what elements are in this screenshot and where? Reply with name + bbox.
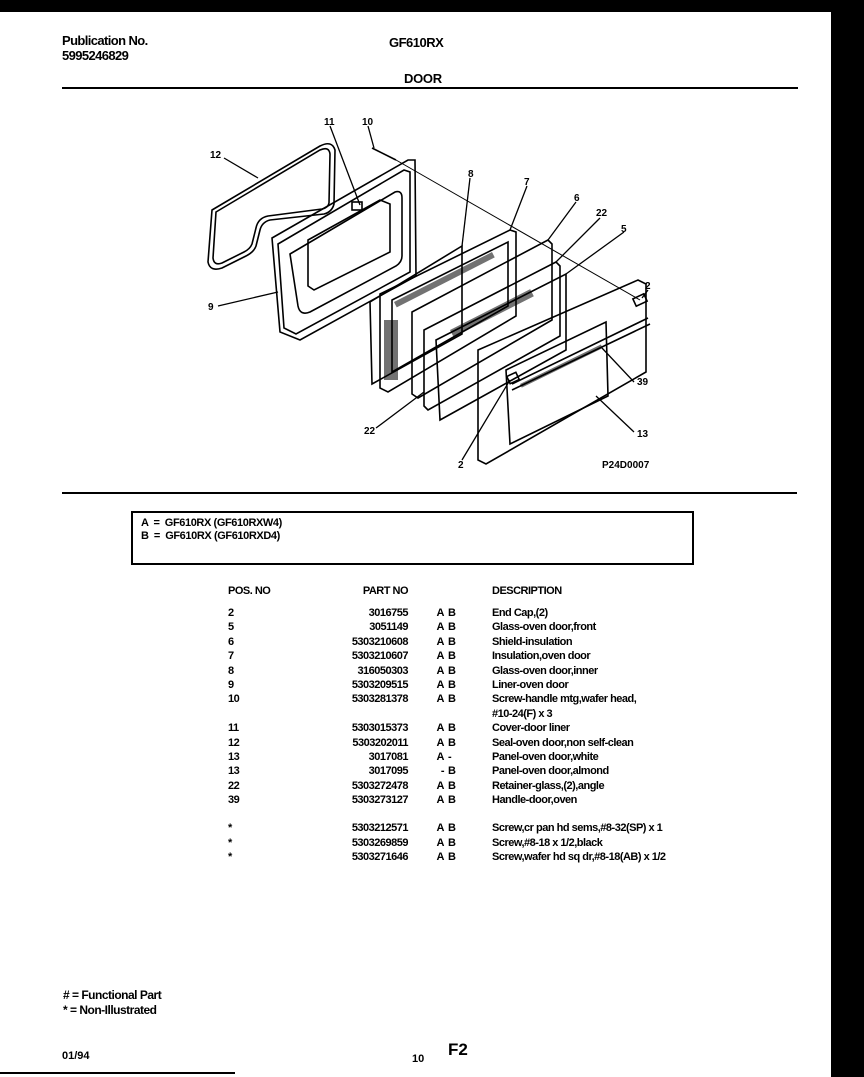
model-b-cell: B [448,693,456,706]
model-b-cell: B [448,607,456,619]
model-b-cell: B [448,722,456,735]
part-cell: 5303015373 [351,722,408,735]
table-spacer [228,807,708,821]
pos-cell: 6 [228,635,234,648]
publication-number: 5995246829 [62,48,129,63]
note-non-illustrated: * = Non-Illustrated [63,1003,157,1017]
part-cell: 5303202011 [352,736,408,749]
model-b-cell: B [448,822,456,835]
scan-border-top [0,0,864,12]
header-rule [62,87,798,89]
header-desc: DESCRIPTION [492,585,562,597]
table-row [228,850,708,864]
desc-cell: Panel-oven door,white [492,750,599,763]
model-a-cell: A [436,750,444,763]
desc-cell: Panel-oven door,almond [492,765,609,778]
table-row [228,692,708,706]
pos-cell: 39 [228,794,240,807]
model-b-cell: B [448,779,456,792]
pos-cell: 13 [228,750,240,763]
model-a-cell: A [436,736,444,749]
callout-39: 39 [637,377,649,388]
model-a-cell: A [436,836,444,849]
model-b-cell: B [448,765,456,778]
table-row [228,750,708,764]
part-cell: 3017095 [368,765,408,778]
callout-2-right: 2 [645,281,651,292]
table-row [228,649,708,663]
table-row [228,606,708,620]
model-a-cell: A [436,635,444,648]
callout-2-bottom: 2 [458,460,464,471]
model-number: GF610RX [389,35,444,50]
part-cell: 5303210607 [351,650,408,663]
table-row [228,620,708,634]
model-b-cell: - [448,750,452,763]
footer-section-code: F2 [448,1040,468,1059]
scan-border-right [831,0,864,1077]
pos-cell: 11 [228,722,239,735]
part-cell: 5303212571 [351,822,408,835]
part-cell: 316050303 [357,664,408,677]
part-cell: 5303210608 [351,635,408,648]
pos-cell: * [228,822,232,835]
footer-page-number: 10 [412,1053,425,1065]
header-part: PART NO [362,585,408,597]
model-b-cell: B [448,736,456,749]
desc-cell: Screw,#8-18 x 1/2,black [492,836,603,849]
header-pos: POS. NO [228,585,271,597]
callout-22-bottom: 22 [364,426,376,437]
seal-gasket [208,144,335,269]
pos-cell: * [228,851,232,864]
table-header [228,584,708,606]
model-a-cell: A [436,851,444,864]
callout-8: 8 [468,169,474,180]
part-cell: 5303272478 [351,779,408,792]
model-a-cell: A [436,650,444,663]
exploded-door-diagram [180,110,680,480]
model-b-cell: B [448,851,456,864]
desc-cell: Seal-oven door,non self-clean [492,736,634,749]
model-a-cell: A [436,779,444,792]
pos-cell: 7 [228,650,234,663]
diagram-rule [62,492,797,494]
footer-date: 01/94 [62,1050,90,1062]
footer-rule [0,1072,235,1074]
pos-cell: 8 [228,664,234,677]
part-cell: 5303273127 [351,794,408,807]
legend-line-b: B = GF610RX (GF610RXD4) [141,530,280,542]
desc-cell: Retainer-glass,(2),angle [492,779,605,792]
table-row [228,836,708,850]
section-title: DOOR [404,71,442,86]
desc-cell: Screw,cr pan hd sems,#8-32(SP) x 1 [492,822,663,835]
callout-6: 6 [574,193,580,204]
model-b-cell: B [448,635,456,648]
table-row [228,678,708,692]
pos-cell: 5 [228,621,234,634]
callout-5: 5 [621,224,627,235]
model-a-cell: A [436,607,444,619]
callout-11: 11 [324,117,335,128]
part-cell: 3017081 [368,750,408,763]
table-row [228,779,708,793]
publication-label: Publication No. [62,33,148,48]
callout-13: 13 [637,429,649,440]
model-b-cell: B [448,621,456,634]
pos-cell: 12 [228,736,240,749]
part-cell: 3051149 [369,621,408,634]
model-a-cell: A [436,794,444,807]
desc-cell: End Cap,(2) [492,607,548,619]
model-b-cell: B [448,650,456,663]
table-row [228,635,708,649]
part-cell: 5303209515 [351,678,408,691]
table-row [228,721,708,735]
model-b-cell: B [448,836,456,849]
part-cell: 5303281378 [351,693,408,706]
model-a-cell: A [436,693,444,706]
desc-cell: Screw,wafer hd sq dr,#8-18(AB) x 1/2 [492,851,666,864]
desc-cell: Screw-handle mtg,wafer head, [492,693,637,706]
pos-cell: 10 [228,693,240,706]
callout-9: 9 [208,302,214,313]
desc-cell: Shield-insulation [492,635,573,648]
model-b-cell: B [448,678,456,691]
table-row [228,821,708,835]
part-cell: 5303269859 [351,836,408,849]
model-a-cell: A [436,722,444,735]
model-a-cell: - [440,765,444,778]
diagram-svg [180,110,680,480]
pos-cell: 2 [228,607,234,619]
front-glass [436,274,566,420]
note-functional: # = Functional Part [63,988,162,1002]
desc-cell: Handle-door,oven [492,794,577,807]
pos-cell: 9 [228,678,234,691]
model-a-cell: A [436,678,444,691]
model-legend [131,511,694,565]
callout-22-top: 22 [596,208,608,219]
desc-cell-continued: #10-24(F) x 3 [492,707,553,720]
callout-10: 10 [362,117,374,128]
desc-cell: Glass-oven door,inner [492,664,598,677]
publication-block [62,33,148,63]
desc-cell: Cover-door liner [492,722,570,735]
desc-cell: Liner-oven door [492,678,569,691]
model-b-cell: B [448,794,456,807]
pos-cell: 22 [228,779,240,792]
model-a-cell: A [436,621,444,634]
model-b-cell: B [448,664,456,677]
figure-id: P24D0007 [602,460,650,471]
model-a-cell: A [436,822,444,835]
parts-table [228,584,708,865]
table-row [228,764,708,778]
table-row-continuation [228,707,708,721]
legend-notes [63,988,161,1018]
table-row [228,736,708,750]
callout-7: 7 [524,177,530,188]
legend-line-a: A = GF610RX (GF610RXW4) [141,517,282,529]
model-a-cell: A [436,664,444,677]
table-row [228,793,708,807]
callout-12: 12 [210,150,222,161]
liner-frame [272,160,416,340]
part-cell: 3016755 [368,607,408,619]
table-row [228,664,708,678]
part-cell: 5303271646 [351,851,408,864]
desc-cell: Glass-oven door,front [492,621,596,634]
desc-cell: Insulation,oven door [492,650,591,663]
pos-cell: 13 [228,765,240,778]
pos-cell: * [228,836,232,849]
